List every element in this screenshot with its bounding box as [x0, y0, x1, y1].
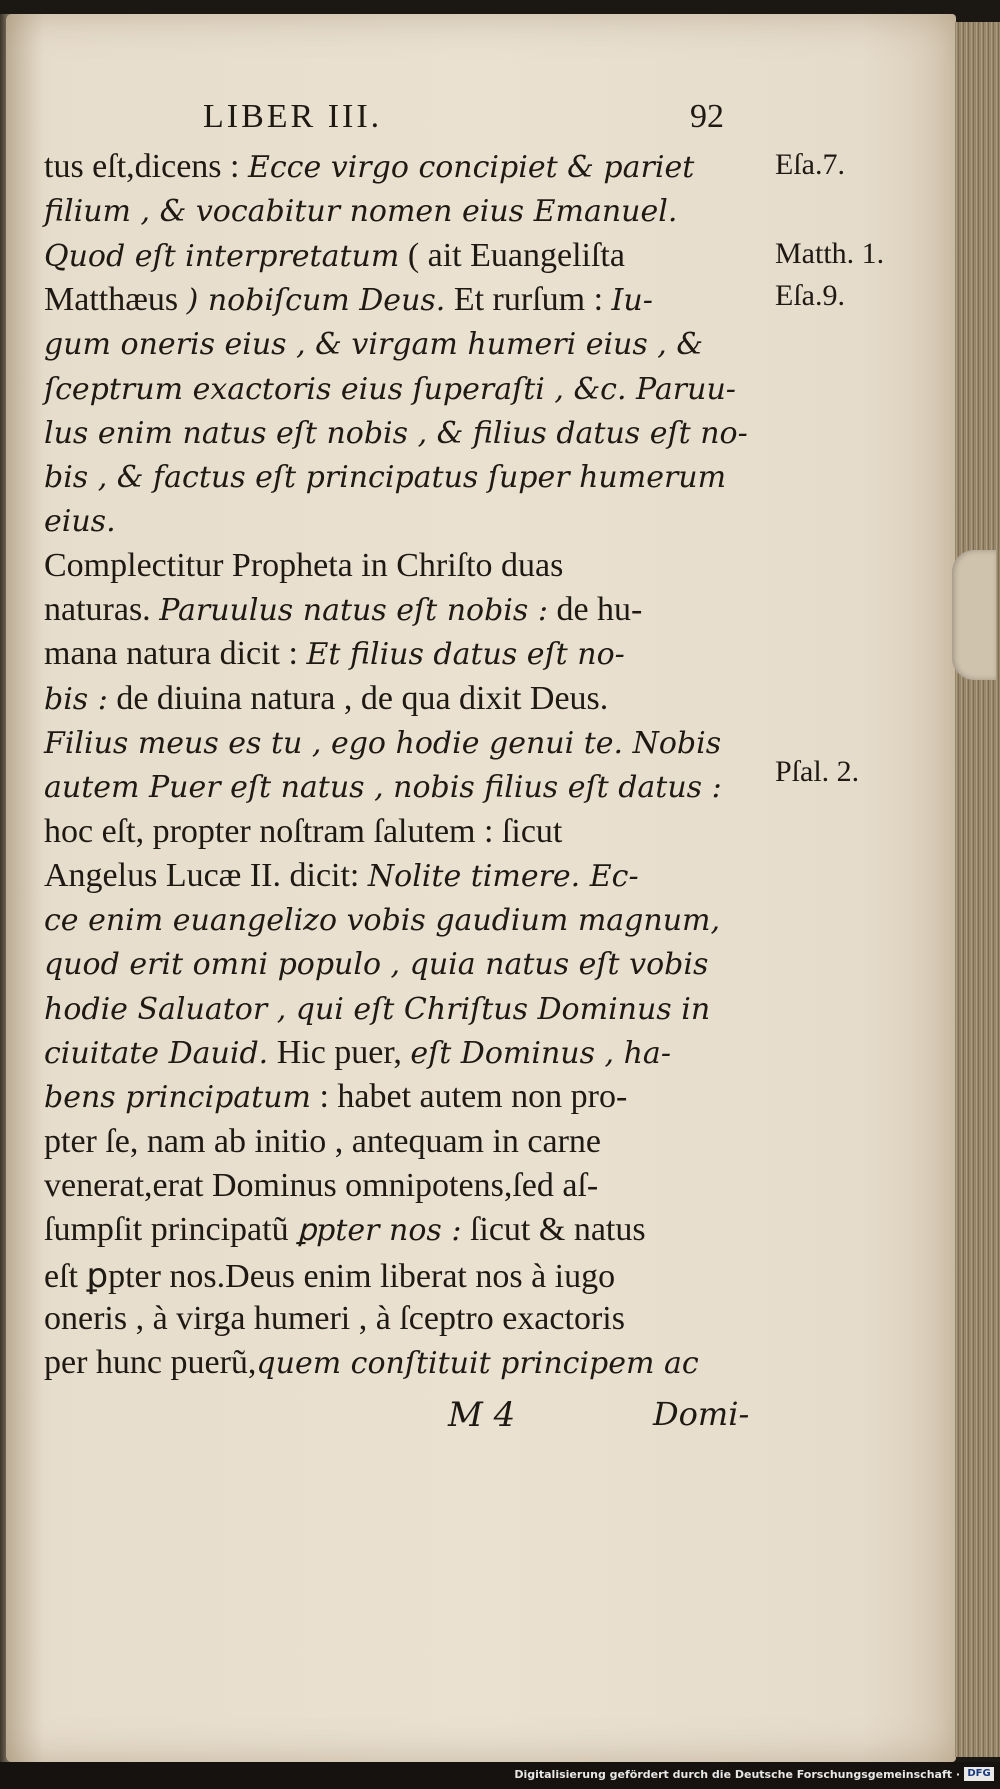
text-line: [44, 857, 639, 895]
italic-run: Quod eſt interpretatum: [44, 238, 400, 274]
italic-run: ſceptrum exactoris eius ſuperaſti , &c. Paruu-: [44, 371, 736, 407]
italic-run: Paruulus natus eſt nobis :: [159, 593, 548, 628]
dfg-logo: DFG: [964, 1767, 994, 1781]
italic-run: quem conſtituit principem ac: [256, 1346, 699, 1382]
text-line: [44, 148, 694, 186]
roman-run: venerat,erat Dominus omnipotens,ſed aſ-: [44, 1166, 599, 1204]
italic-run: ) nobiſcum Deus.: [186, 282, 446, 318]
catchword: Domi-: [653, 1395, 750, 1433]
roman-run: ( ait Euangeliſta: [399, 236, 625, 274]
text-line: [44, 635, 625, 673]
italic-run: Ecce virgo concipiet & pariet: [247, 150, 695, 185]
text-line: [44, 945, 708, 983]
italic-run: eius.: [44, 504, 116, 540]
roman-run: pter ſe, nam ab initio , antequam in carne: [44, 1122, 602, 1160]
text-line: [44, 1256, 615, 1296]
text-line: [44, 1300, 625, 1338]
italic-run: ciuitate Dauid.: [44, 1036, 269, 1071]
italic-run: Iu-: [611, 282, 653, 318]
italic-run: ce enim euangelizo vobis gaudium magnum,: [44, 903, 720, 939]
roman-run: Hic puer,: [268, 1034, 411, 1071]
text-line: [44, 547, 563, 585]
roman-run: oneris , à virga humeri , à ſceptro exactoris: [44, 1299, 625, 1337]
italic-run: bis :: [44, 681, 108, 717]
text-line: [44, 768, 722, 806]
text-line: [44, 901, 720, 939]
digitization-credit: Digitalisierung gefördert durch die Deutsche Forschungsgemeinschaft ·: [514, 1768, 960, 1781]
roman-run: Et rurſum :: [445, 280, 612, 318]
text-line: [44, 281, 653, 319]
text-line: [44, 458, 726, 496]
italic-run: filium , & vocabitur nomen eius Emanuel.: [44, 194, 678, 230]
italic-run: ꝑpter nos :: [297, 1213, 462, 1249]
text-line: [44, 1034, 671, 1072]
text-line: [44, 237, 625, 275]
text-line: [44, 990, 710, 1028]
italic-run: lus enim natus eſt nobis , & filius datus eſt no-: [44, 415, 748, 451]
text-line: [44, 680, 608, 718]
page-number: 92: [690, 98, 724, 135]
roman-run: tus eſt,dicens :: [44, 148, 248, 185]
margin-note: Eſa.9.: [775, 279, 845, 312]
roman-run: mana natura dicit :: [44, 635, 307, 673]
roman-run: naturas.: [44, 591, 160, 628]
italic-run: quod erit omni populo , quia natus eſt vobis: [44, 947, 709, 983]
text-line: [44, 370, 736, 408]
roman-run: eſt ꝑpter nos.Deus enim liberat nos à iugo: [44, 1257, 616, 1295]
text-line: [44, 1211, 646, 1249]
text-line: [44, 1167, 598, 1205]
roman-run: Matthæus: [44, 280, 187, 318]
page-tab: [952, 550, 996, 680]
roman-run: Complectitur Propheta in Chriſto duas: [44, 546, 564, 584]
roman-run: per hunc puerũ,: [44, 1344, 257, 1382]
margin-note: Matth. 1.: [775, 237, 885, 270]
book-fore-edge: [955, 22, 1000, 1757]
margin-note: Pſal. 2.: [775, 755, 860, 788]
roman-run: ſicut & natus: [461, 1211, 646, 1249]
text-line: [44, 1078, 627, 1116]
roman-run: de diuina natura , de qua dixit Deus.: [107, 679, 609, 717]
italic-run: hodie Saluator , qui eſt Chriſtus Dominus in: [44, 991, 711, 1027]
italic-run: autem Puer eſt natus , nobis filius eſt datus :: [44, 770, 722, 806]
text-line: [44, 724, 721, 762]
italic-run: Filius meus es tu , ego hodie genui te. Nobis: [44, 725, 722, 761]
roman-run: hoc eſt, propter noſtram ſalutem : ſicut: [44, 812, 563, 850]
text-line: [44, 591, 642, 629]
text-line: [44, 502, 116, 540]
italic-run: Et filius datus eſt no-: [306, 637, 625, 673]
roman-run: de hu-: [547, 591, 643, 628]
text-line: [44, 192, 677, 230]
roman-run: ſumpſit principatũ: [44, 1211, 298, 1249]
text-line: [44, 813, 562, 851]
text-line: [44, 1123, 601, 1161]
italic-run: eſt Dominus , ha-: [410, 1036, 671, 1071]
text-line: [44, 1344, 699, 1382]
italic-run: Nolite timere. Ec-: [367, 858, 639, 894]
signature-mark: M 4: [448, 1395, 516, 1435]
text-line: [44, 414, 748, 452]
italic-run: bis , & factus eſt principatus ſuper humerum: [44, 460, 727, 496]
roman-run: : habet autem non pro-: [310, 1078, 628, 1116]
running-head: LIBER III.: [203, 98, 383, 135]
roman-run: Angelus Lucæ II. dicit:: [44, 856, 368, 894]
italic-run: bens principatum: [44, 1080, 311, 1116]
margin-note: Eſa.7.: [775, 148, 845, 181]
text-line: [44, 325, 703, 363]
italic-run: gum oneris eius , & virgam humeri eius , &: [44, 327, 704, 363]
